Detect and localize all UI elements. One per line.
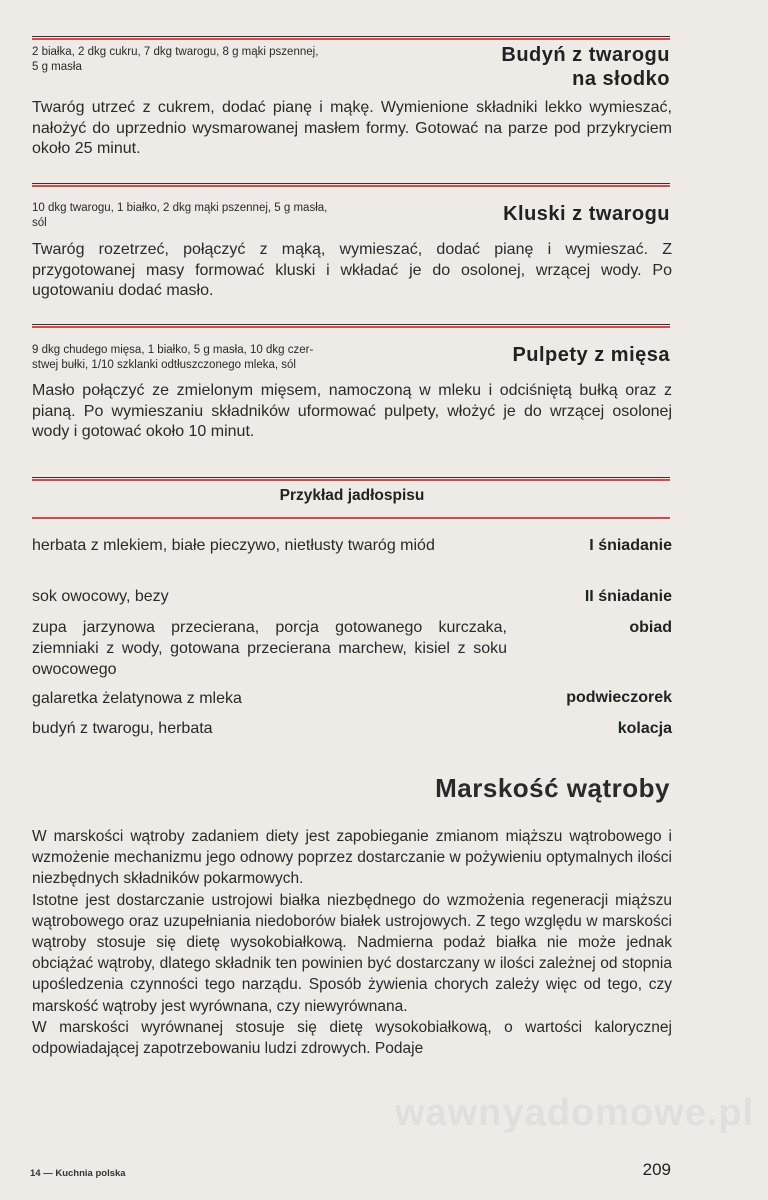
section-title: Marskość wątroby [435,773,670,803]
recipe-3-title-line1: Pulpety z mięsa [512,344,670,366]
menu-heading: Przykład jadłospisu [279,487,425,504]
recipe-3-title [512,343,670,367]
recipe-2-ingredients-line1: 10 dkg twarogu, 1 białko, 2 dkg mąki pszennej, 5 g masła, [32,202,328,214]
recipe-1-ingredients-line1: 2 białka, 2 dkg cukru, 7 dkg twarogu, 8 g mąki pszennej, [32,46,319,58]
menu-row-1-meal: I śniadanie [589,537,672,554]
recipe-2-ingredients [32,201,327,231]
footer-signature: 14 — Kuchnia polska [30,1168,126,1179]
recipe-2-text: Twaróg rozetrzeć, połączyć z mąką, wymieszać, dodać pianę i wymieszać. Z przygotowanej masy formować kluski i wkładać je do osolonej, wrzącej wody. Po ugotowaniu dodać masło. [32,241,672,299]
recipe-1-ingredients-line2: 5 g masła [32,61,82,73]
recipe-3-ingredients [32,343,313,373]
menu-rule-bottom [32,517,670,519]
recipe-3-ingredients-line1: 9 dkg chudego mięsa, 1 białko, 5 g masła, 10 dkg czer- [32,344,314,356]
recipe-2-title [503,202,670,226]
menu-row-2-items: sok owocowy, bezy [32,588,169,605]
menu-rule-top [32,477,670,481]
recipe-2-ingredients-line2: sól [32,217,47,229]
menu-row-4-meal: podwieczorek [566,689,672,706]
recipe-3-ingredients-line2: stwej bułki, 1/10 szklanki odtłuszczonego mleka, sól [32,359,296,371]
menu-row-4-items: galaretka żelatynowa z mleka [32,690,242,707]
page-number: 209 [642,1160,671,1179]
menu-row-1-items: herbata z mlekiem, białe pieczywo, nietłusty twaróg miód [32,537,435,554]
menu-row-5-meal: kolacja [617,720,672,737]
recipe-1-title-line1: Budyń z twarogu [501,44,670,66]
section-rule [32,183,670,187]
section-paragraph-2: Istotne jest dostarczanie ustrojowi białka niezbędnego do wzmożenia regeneracji miąższu wątrobowego oraz uzupełniania niedoborów białek ustrojowych. Z tego względu w marskości wątroby stosuje się dietę wysokobiałkową. Nadmierna podaż białka nie może jednak obciążać wątroby, dlatego składnik ten powinien być dostarczany w ilości zależnej od stopnia upośledzenia czynności tego narządu. Sposób żywienia chorych zależy więc od tego, czy marskość wątroby jest wyrównana, czy niewyrównana. [32,891,672,1015]
recipe-1-text: Twaróg utrzeć z cukrem, dodać pianę i mąkę. Wymienione składniki lekko wymieszać, nałożyć do uprzednio wysmarowanej masłem formy. Gotować na parze pod przykryciem około 25 minut. [32,99,672,157]
menu-row-2-meal: II śniadanie [584,588,672,605]
recipe-2-title-line1: Kluski z twarogu [503,203,670,225]
watermark: wawnyadomowe.pl [395,1092,755,1134]
recipe-1-ingredients [32,45,318,75]
section-rule [32,324,670,328]
recipe-1-title [501,43,670,91]
section-rule [32,36,670,40]
menu-row-5-items: budyń z twarogu, herbata [32,720,213,737]
recipe-1-title-line2: na słodko [572,68,670,90]
section-body [32,826,672,1059]
recipe-3-text: Masło połączyć ze zmielonym mięsem, namoczoną w mleku i odciśniętą bułką oraz z pianą. Po wymieszaniu składników uformować pulpety, włożyć je do wrzącej osolonej wody i gotować około 10 minut. [32,382,672,440]
menu-row-3-meal: obiad [629,619,672,636]
section-paragraph-1: W marskości wątroby zadaniem diety jest zapobieganie zmianom miąższu wątrobowego i wzmożenie mechanizmu jego odnowy poprzez dostarczanie w pożywieniu optymalnych ilości niezbędnych składników pokarmowych. [32,828,672,888]
section-paragraph-3: W marskości wyrównanej stosuje się dietę wysokobiałkową, o wartości kalorycznej odpowiadającej zapotrzebowaniu ludzi zdrowych. Podaje [32,1018,672,1058]
menu-row-3-items: zupa jarzynowa przecierana, porcja gotowanego kurczaka, ziemniaki z wody, gotowana przecierana marchew, kisiel z soku owocowego [32,619,507,678]
